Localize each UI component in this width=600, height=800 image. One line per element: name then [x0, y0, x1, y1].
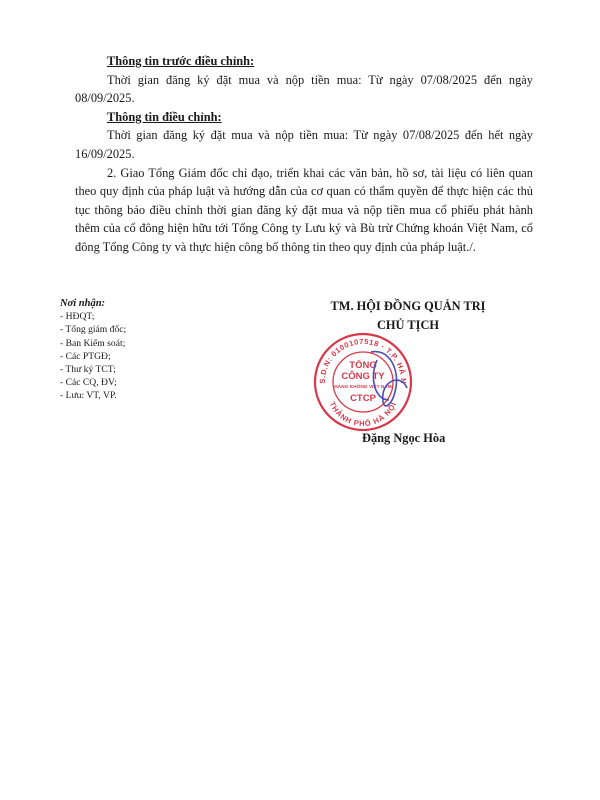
paragraph-before: Thời gian đăng ký đặt mua và nộp tiền mua: Từ ngày 07/08/2025 đến ngày 08/09/2025.: [75, 72, 533, 106]
recipients-list: [60, 310, 126, 402]
signature-title: CHỦ TỊCH: [376, 318, 440, 332]
recipient-item: - Thư ký TCT;: [60, 364, 116, 376]
recipient-item: - Ban Kiểm soát;: [60, 337, 126, 349]
seal-line4: CTCP: [350, 393, 376, 404]
recipient-item: - Các PTGĐ;: [60, 350, 111, 362]
recipients-block: [60, 297, 126, 403]
paragraph-adjusted: Thời gian đăng ký đặt mua và nộp tiền mua: Từ ngày 07/08/2025 đến hết ngày 16/09/2025.: [75, 128, 533, 161]
seal-icon: [311, 330, 415, 434]
seal-ring-text: S.D.N: 0100107518 · T.P. HÀ N: [317, 336, 409, 385]
company-seal-stamp: [311, 330, 415, 434]
seal-bottom-text: THÀNH PHỐ HÀ NỘI: [327, 400, 399, 429]
seal-line2: CÔNG TY: [341, 371, 385, 382]
paragraph-item-2: 2. Giao Tổng Giám đốc chỉ đạo, triển khai các văn bản, hồ sơ, tài liệu có liên quan theo quy định của pháp luật và hướng dẫn của cơ quan có thẩm quyền để thực hiện các thủ tục thông báo điều chỉnh thời gian đăng ký đặt mua và nộp tiền mua cổ phiếu phát hành thêm của cổ đông hiện hữu tới Tổng Công ty Lưu ký và Bù trừ Chứng khoán Việt Nam, cổ đông Tổng Công ty và thực hiện công bố thông tin theo quy định của pháp luật./.: [75, 165, 533, 254]
heading-before: Thông tin trước điều chỉnh:: [107, 54, 255, 68]
signature-org: TM. HỘI ĐỒNG QUẢN TRỊ: [330, 299, 486, 313]
seal-line1: TỔNG: [349, 360, 377, 371]
heading-adjusted: Thông tin điều chỉnh:: [107, 109, 222, 124]
recipient-item: - HĐQT;: [60, 311, 95, 323]
document-body: [75, 52, 533, 257]
recipient-item: - Các CQ, ĐV;: [60, 377, 117, 389]
recipient-item: - Tổng giám đốc;: [60, 324, 127, 336]
recipients-title: Nơi nhận:: [60, 298, 106, 309]
seal-line3: HÀNG KHÔNG VIỆT NAM: [334, 385, 392, 390]
recipient-item: - Lưu: VT, VP.: [60, 390, 117, 402]
signer-name: Đặng Ngọc Hòa: [362, 431, 446, 445]
